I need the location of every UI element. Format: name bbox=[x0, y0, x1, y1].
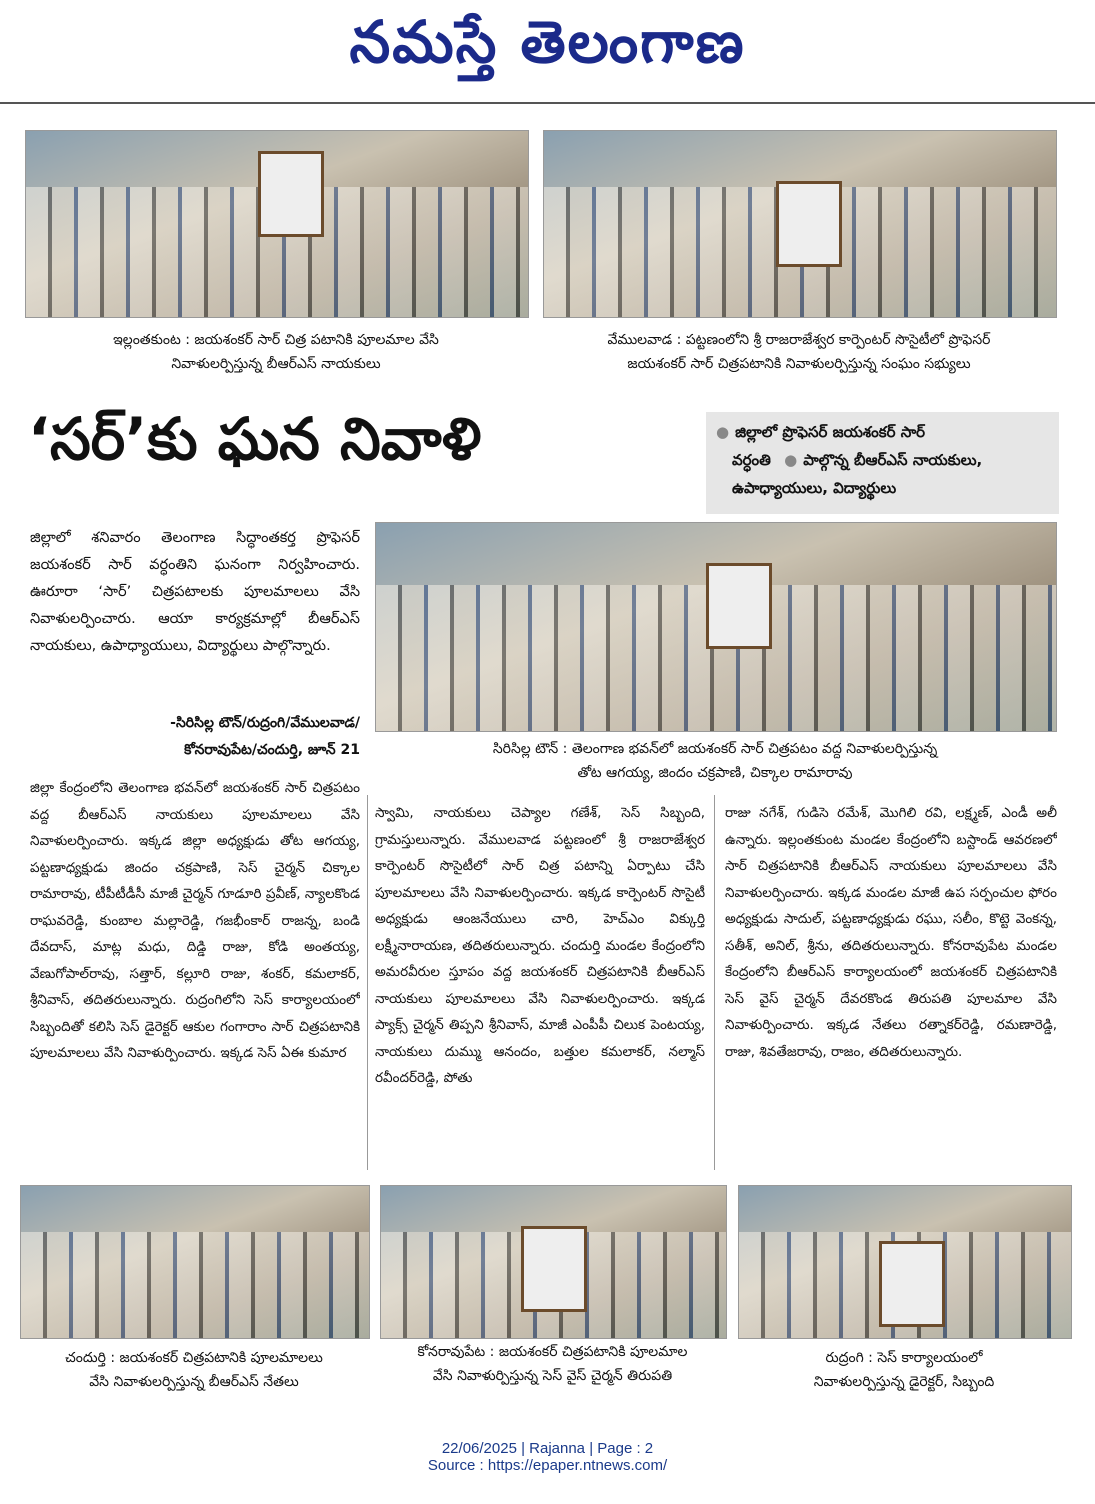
photo-illanthakunta bbox=[25, 130, 529, 318]
photo-konaraopeta bbox=[380, 1185, 727, 1339]
photo-sircilla-town bbox=[375, 522, 1057, 732]
byline: -సిరిసిల్ల టౌన్/రుద్రంగి/వేములవాడ/ కోనరావుపేట/చందుర్తి, జూన్ 21 bbox=[170, 715, 360, 758]
photo-chandurthi bbox=[20, 1185, 370, 1339]
caption-chandurthi: చందుర్తి : జయశంకర్ చిత్రపటానికి పూలమాలలు వేసి నివాళులర్పిస్తున్న బీఆర్ఎస్ నేతలు bbox=[65, 1350, 323, 1390]
body-column-3: రాజు నగేశ్, గుడిసె రమేశ్, మొగిలి రవి, లక్ష్మణ్, ఎండీ అలీ ఉన్నారు. ఇల్లంతకుంట మండల కేంద్రంలోని బస్టాండ్ ఆవరణలో సార్ చిత్రపటానికి బీఆర్ఎస్ నాయకులు పూలమాలలు వేసి నివాళులర్పించారు. ఇక్కడ మండల మాజీ ఉప సర్పంచుల ఫోరం అధ్యక్షుడు సాదుల్, పట్టణాధ్యక్షుడు రఘు, సలీం, కొట్టె వెంకన్న, సతీశ్, అనిల్, శ్రీను, తదితరులున్నారు. కోనరావుపేట మండల కేంద్రంలోని బీఆర్ఎస్ కార్యాలయంలో జయశంకర్ చిత్రపటానికి సెస్ వైస్ చైర్మన్ దేవరకొండ తిరుపతి పూలమాల వేసి నివాళుర్పించారు. ఇక్కడ నేతలు రత్నాకర్‌రెడ్డి, రమణారెడ్డి, రాజు, శివతేజరావు, రాజం, తదితరులున్నారు. bbox=[725, 805, 1057, 1060]
photo-rudrangi bbox=[738, 1185, 1072, 1339]
footer bbox=[0, 1440, 1095, 1474]
masthead-divider bbox=[0, 102, 1095, 104]
bullet-icon: ● bbox=[716, 423, 730, 441]
caption-vemulawada: వేములవాడ : పట్టణంలోని శ్రీ రాజరాజేశ్వర కార్పెంటర్ సొసైటీలో ప్రొఫెసర్ జయశంకర్ సార్ చిత్రపటానికి నివాళులర్పిస్తున్న సంఘం సభ్యులు bbox=[607, 332, 991, 372]
lead-paragraph: జిల్లాలో శనివారం తెలంగాణ సిద్ధాంతకర్త ప్రొఫెసర్ జయశంకర్ సార్ వర్ధంతిని ఘనంగా నిర్వహించారు. ఊరూరా ‘సార్’ చిత్రపటాలకు పూలమాలలు వేసి నివాళులర్పించారు. ఆయా కార్యక్రమాల్లో బీఆర్ఎస్ నాయకులు, ఉపాధ్యాయులు, విద్యార్థులు పాల్గొన్నారు. bbox=[30, 530, 360, 654]
footer-source-link[interactable]: Source : https://epaper.ntnews.com/ bbox=[427, 1457, 668, 1474]
footer-date-edition: 22/06/2025 | Rajanna | Page : 2 bbox=[441, 1440, 654, 1457]
column-divider bbox=[367, 795, 368, 1170]
headline-sidebox: ● జిల్లాలో ప్రొఫెసర్ జయశంకర్ సార్ వర్ధంతి ● పాల్గొన్న బీఆర్ఎస్ నాయకులు, ఉపాధ్యాయులు, విద్యార్థులు bbox=[706, 412, 1059, 514]
photo-vemulawada bbox=[543, 130, 1057, 318]
headline: ‘సర్’కు ఘన నివాళి bbox=[28, 405, 482, 473]
caption-konaraopeta: కోనరావుపేట : జయశంకర్ చిత్రపటానికి పూలమాల వేసి నివాళుర్పిస్తున్న సెస్ వైస్ చైర్మన్ తిరుపతి bbox=[417, 1344, 688, 1384]
body-column-1: జిల్లా కేంద్రంలోని తెలంగాణ భవన్‌లో జయశంకర్ సార్ చిత్రపటం వద్ద బీఆర్ఎస్ నాయకులు పూలమాలలు వేసి నివాళులర్పించారు. ఇక్కడ జిల్లా అధ్యక్షుడు తోట ఆగయ్య, పట్టణాధ్యక్షుడు జిందం చక్రపాణి, సెస్ చైర్మన్ చిక్కాల రామారావు, టీపీటీడీసీ మాజీ చైర్మన్ గూడూరి ప్రవీణ్, న్యాలకొండ రాఘవరెడ్డి, కుంబాల మల్లారెడ్డి, గజభీంకార్ రాజన్న, బండి దేవదాస్, మాట్ల మధు, దిడ్డి రాజు, కోడి అంతయ్య, వేణుగోపాల్‌రావు, సత్తార్, కల్లూరి రాజు, శంకర్, కమలాకర్, శ్రీనివాస్, తదితరులున్నారు. రుద్రంగిలోని సెస్ కార్యాలయంలో సిబ్బందితో కలిసి సెస్ డైరెక్టర్ ఆకుల గంగారాం సార్ చిత్రపటానికి పూలమాలలు వేసి నివాళుర్పించారు. ఇక్కడ సెస్ ఏఈ కుమార bbox=[30, 780, 360, 1061]
column-divider bbox=[714, 795, 715, 1170]
newspaper-logo: నమస్తే తెలంగాణ bbox=[349, 8, 746, 76]
body-column-2: స్వామి, నాయకులు చెప్యాల గణేశ్, సెస్ సిబ్బంది, గ్రామస్తులున్నారు. వేములవాడ పట్టణంలో శ్రీ రాజరాజేశ్వర కార్పెంటర్ సొసైటీలో సార్ చిత్ర పటాన్ని ఏర్పాటు చేసి పూలమాలలు వేసి నివాళులర్పించారు. ఇక్కడ కార్పెంటర్ సొసైటీ అధ్యక్షుడు ఆంజనేయులు చారి, హెచ్ఎం విక్కుర్తి లక్ష్మీనారాయణ, తదితరులున్నారు. చందుర్తి మండల కేంద్రంలోని అమరవీరుల స్తూపం వద్ద జయశంకర్ చిత్రపటానికి బీఆర్ఎస్ నాయకులు పూలమాలలు వేసి నివాళులర్పించారు. ఇక్కడ ప్యాక్స్ చైర్మన్ తిప్పని శ్రీనివాస్, మాజీ ఎంపీపీ చిలుక పెంటయ్య, నాయకులు దుమ్ము ఆనందం, బత్తుల కమలాకర్, నల్మాస్ రవీందర్‌రెడ్డి, పోతు bbox=[375, 805, 705, 1086]
caption-rudrangi: రుద్రంగి : సెస్ కార్యాలయంలో నివాళులర్పిస్తున్న డైరెక్టర్, సిబ్బంది bbox=[813, 1350, 995, 1390]
caption-sircilla-town: సిరిసిల్ల టౌన్ : తెలంగాణ భవన్‌లో జయశంకర్ సార్ చిత్రపటం వద్ద నివాళులర్పిస్తున్న తోట ఆగయ్య, జిందం చక్రపాణి, చిక్కాల రామారావు bbox=[492, 741, 938, 781]
caption-illanthakunta: ఇల్లంతకుంట : జయశంకర్ సార్ చిత్ర పటానికి పూలమాల వేసి నివాళులర్పిస్తున్న బీఆర్ఎస్ నాయకులు bbox=[113, 332, 439, 372]
bullet-icon: ● bbox=[784, 451, 798, 469]
masthead bbox=[0, 0, 1095, 100]
